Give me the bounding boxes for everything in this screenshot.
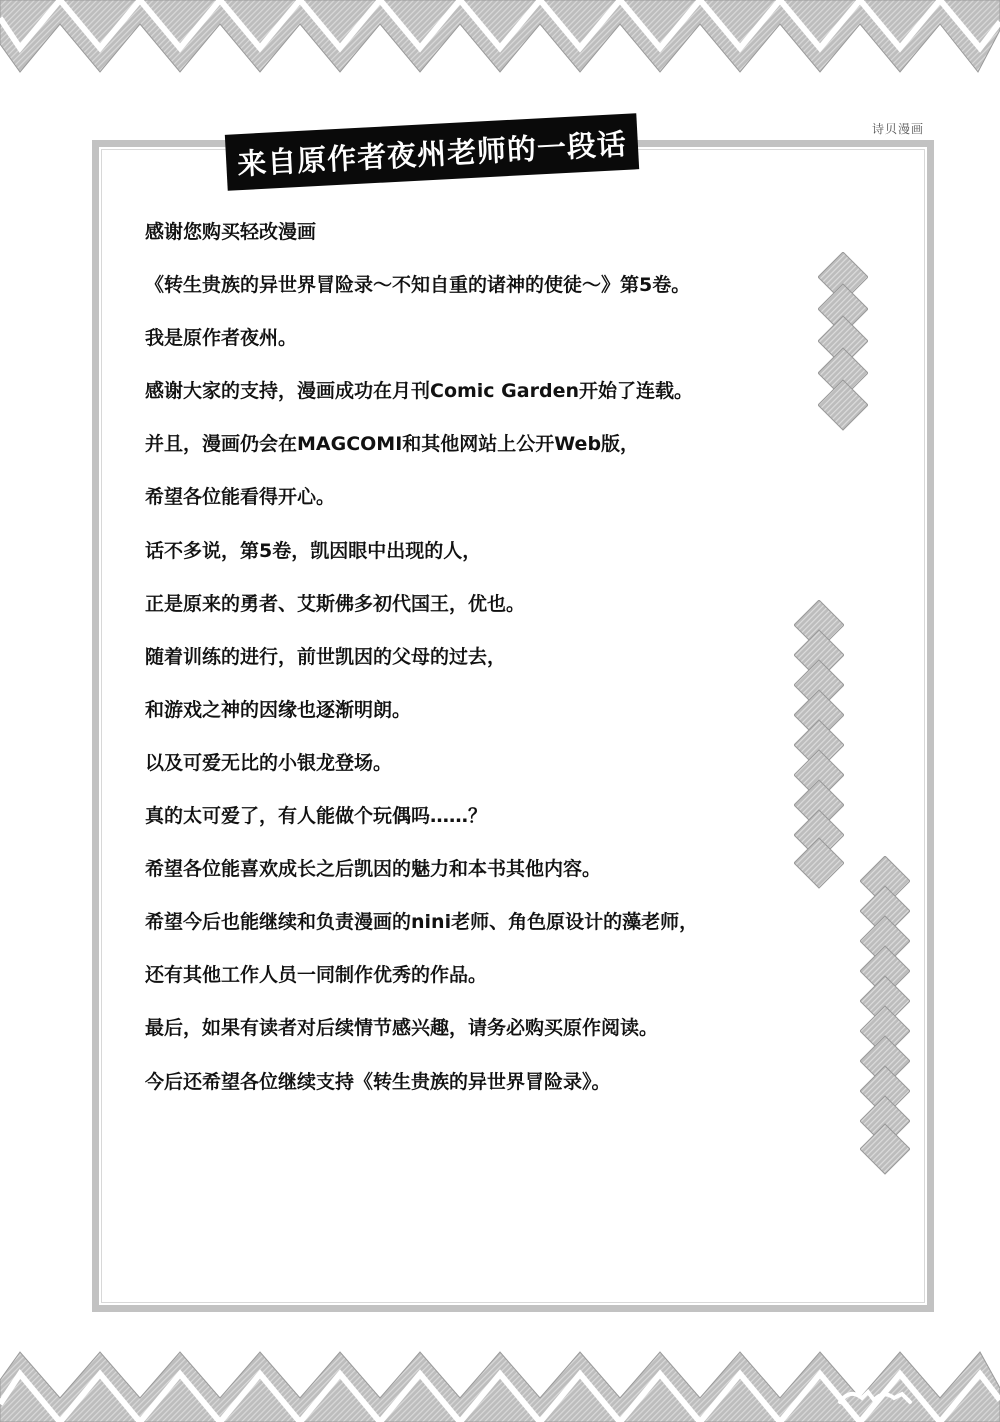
message-line: 感谢大家的支持，漫画成功在月刊Comic Garden开始了连载。 bbox=[145, 380, 693, 403]
message-line: 我是原作者夜州。 bbox=[145, 327, 298, 350]
message-line: 《转生贵族的异世界冒险录～不知自重的诸神的使徒～》第5卷。 bbox=[145, 274, 691, 297]
message-line: 话不多说，第5卷，凯因眼中出现的人， bbox=[145, 539, 482, 562]
top-zigzag-border bbox=[0, 0, 1000, 84]
watermark-label: 诗贝漫画 bbox=[872, 122, 925, 136]
message-line: 以及可爱无比的小银龙登场。 bbox=[145, 751, 393, 774]
message-line: 真的太可爱了，有人能做个玩偶吗……？ bbox=[145, 805, 488, 828]
message-line: 随着训练的进行，前世凯因的父母的过去， bbox=[145, 645, 507, 668]
diamond-column-bottom bbox=[860, 856, 910, 1176]
message-body bbox=[145, 214, 845, 1117]
message-line: 和游戏之神的因缘也逐渐明朗。 bbox=[145, 698, 412, 721]
message-line: 感谢您购买轻改漫画 bbox=[145, 221, 317, 243]
diamond-column-middle bbox=[794, 600, 844, 890]
page-title: 来自原作者夜州老师的一段话 bbox=[225, 113, 639, 190]
message-line: 希望今后也能继续和负责漫画的nini老师、角色原设计的藻老师， bbox=[145, 911, 699, 934]
message-line: 今后还希望各位继续支持《转生贵族的异世界冒险录》。 bbox=[145, 1070, 611, 1093]
message-line: 还有其他工作人员一同制作优秀的作品。 bbox=[145, 964, 488, 987]
brand-mark-logo bbox=[838, 1384, 918, 1414]
message-line: 正是原来的勇者、艾斯佛多初代国王，优也。 bbox=[145, 592, 526, 615]
message-line: 希望各位能喜欢成长之后凯因的魅力和本书其他内容。 bbox=[145, 858, 602, 881]
message-line: 最后，如果有读者对后续情节感兴趣，请务必购买原作阅读。 bbox=[145, 1017, 659, 1040]
message-line: 希望各位能看得开心。 bbox=[145, 486, 336, 509]
message-line: 并且，漫画仍会在MAGCOMI和其他网站上公开Web版， bbox=[145, 433, 640, 456]
diamond-column-top bbox=[818, 252, 868, 432]
